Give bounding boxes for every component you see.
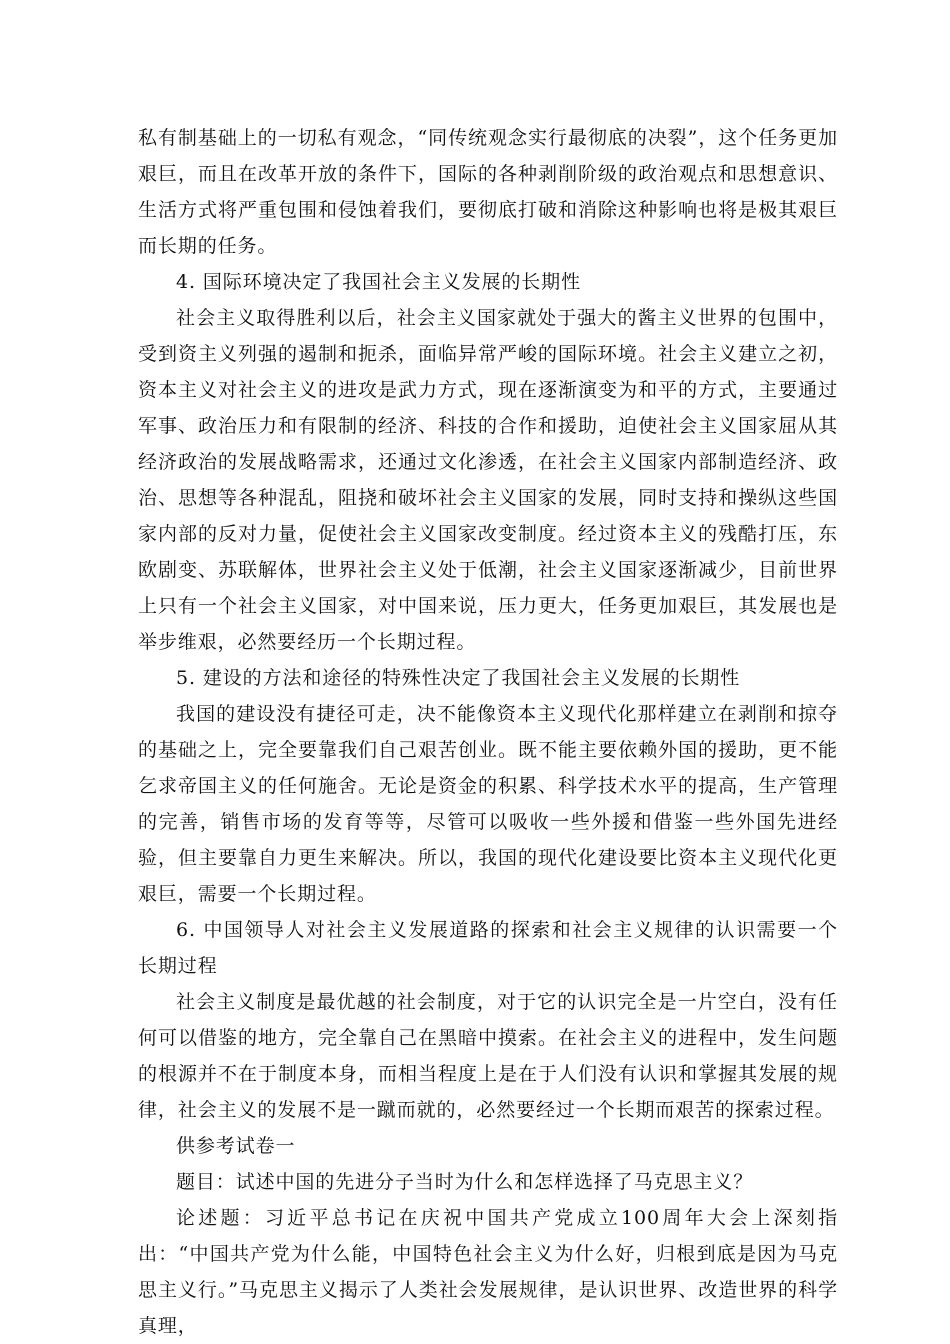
heading-section-5: 5. 建设的方法和途径的特殊性决定了我国社会主义发展的长期性: [176, 667, 741, 689]
reference-exam-label: 供参考试卷一: [176, 1135, 296, 1157]
paragraph-continuation: 私有制基础上的一切私有观念，“同传统观念实行最彻底的决裂”，这个任务更加艰巨，而且在改革开放的条件下，国际的各种剥削阶级的政治观点和思想意识、生活方式将严重包围和侵蚀着我们，要彻底打破和消除这种影响也将是极其艰巨而长期的任务。: [138, 127, 838, 257]
paragraph-leadership-exploration: 社会主义制度是最优越的社会制度，对于它的认识完全是一片空白，没有任何可以借鉴的地方，完全靠自己在黑暗中摸索。在社会主义的进程中，发生问题的根源并不在于制度本身，而相当程度上是在于人们没有认识和掌握其发展的规律，社会主义的发展不是一蹴而就的，必然要经过一个长期而艰苦的探索过程。: [138, 991, 838, 1121]
paragraph-construction-methods: 我国的建设没有捷径可走，决不能像资本主义现代化那样建立在剥削和掠夺的基础之上，完全要靠我们自己艰苦创业。既不能主要依赖外国的援助，更不能乞求帝国主义的任何施舍。无论是资金的积累、科学技术水平的提高，生产管理的完善，销售市场的发育等等，尽管可以吸收一些外援和借鉴一些外国先进经验，但主要靠自力更生来解决。所以，我国的现代化建设要比资本主义现代化更艰巨，需要一个长期过程。: [138, 703, 838, 905]
heading-section-4: 4. 国际环境决定了我国社会主义发展的长期性: [176, 271, 581, 293]
paragraph-international-environment: 社会主义取得胜利以后，社会主义国家就处于强大的酱主义世界的包围中，受到资主义列强的遏制和扼杀，面临异常严峻的国际环境。社会主义建立之初，资本主义对社会主义的进攻是武力方式，现在逐渐演变为和平的方式，主要通过军事、政治压力和有限制的经济、科技的合作和援助，迫使社会主义国家屈从其经济政治的发展战略需求，还通过文化渗透，在社会主义国家内部制造经济、政治、思想等各种混乱，阻挠和破坏社会主义国家的发展，同时支持和操纵这些国家内部的反对力量，促使社会主义国家改变制度。经过资本主义的残酷打压，东欧剧变、苏联解体，世界社会主义处于低潮，社会主义国家逐渐减少，目前世界上只有一个社会主义国家，对中国来说，压力更大，任务更加艰巨，其发展也是举步维艰，必然要经历一个长期过程。: [138, 307, 838, 653]
document-body: [138, 120, 838, 1344]
heading-section-6: 6. 中国领导人对社会主义发展道路的探索和社会主义规律的认识需要一个长期过程: [138, 919, 838, 977]
exam-question-title: 题目：试述中国的先进分子当时为什么和怎样选择了马克思主义？: [176, 1171, 754, 1193]
essay-question-paragraph: 论述题：习近平总书记在庆祝中国共产党成立100周年大会上深刻指出：“中国共产党为什么能，中国特色社会主义为什么好，归根到底是因为马克思主义行。”马克思主义揭示了人类社会发展规律，是认识世界、改造世界的科学真理，: [138, 1207, 838, 1337]
